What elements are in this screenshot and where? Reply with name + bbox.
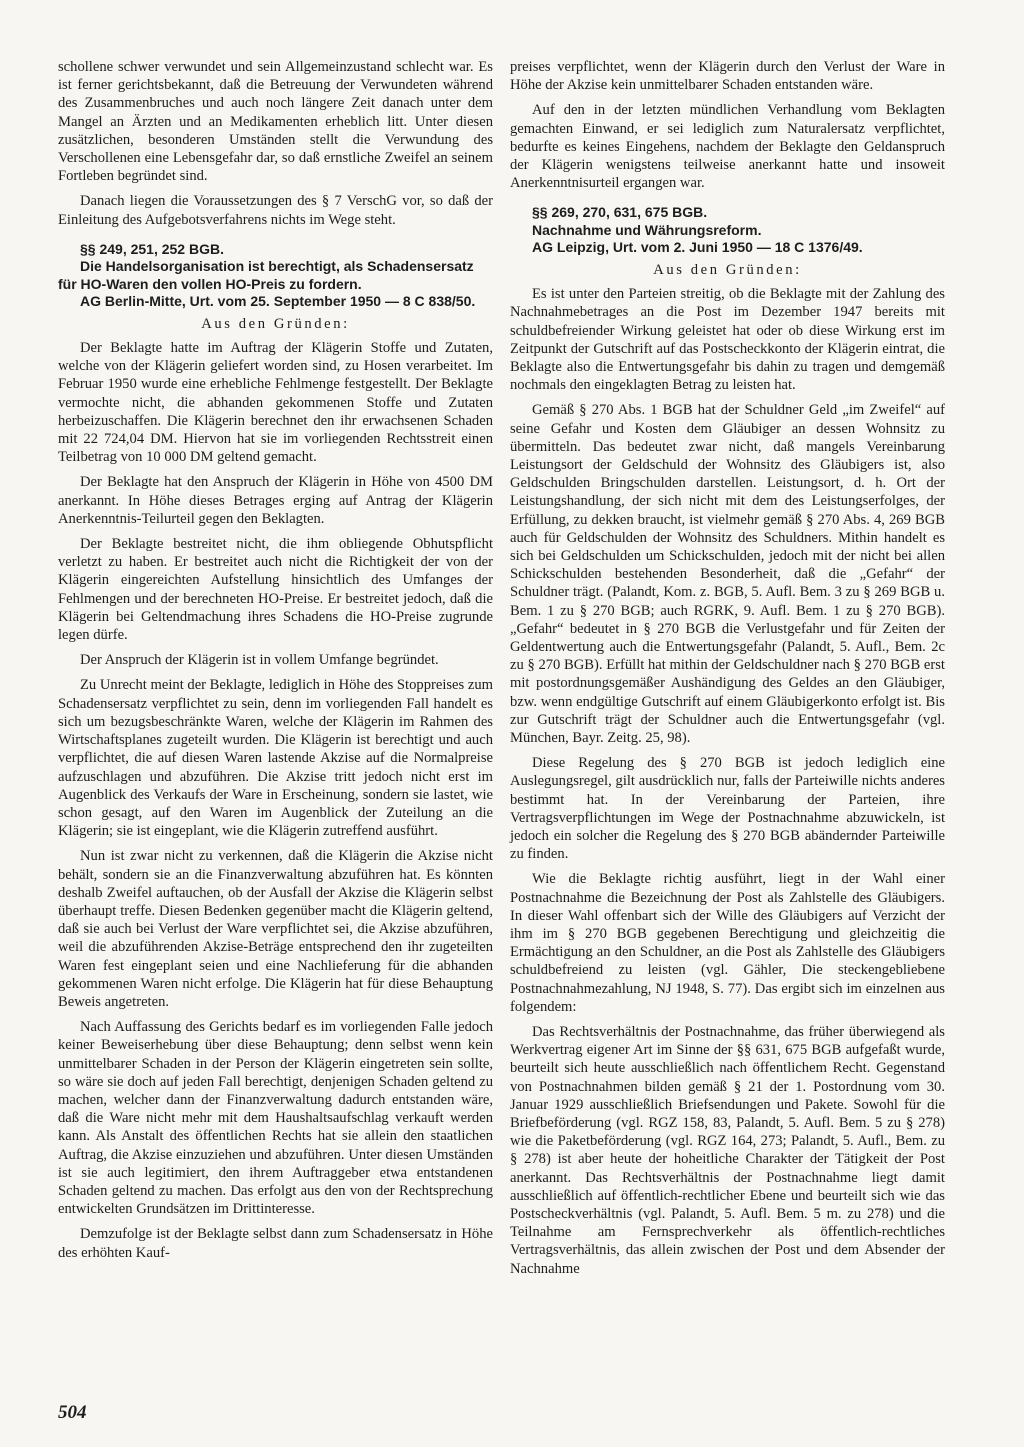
left-paragraph: Der Beklagte bestreitet nicht, die ihm obliegende Obhutspflicht verletzt zu haben. Er bestreitet auch nicht die Richtigkeit der von der Klägerin eingereichten Aufstellung hinsichtlich des Umfanges der Fehlmengen und der berechneten HO-Preise. Er bestreitet jedoch, daß die Klägerin bei Geltendmachung ihres Schadens die HO-Preise zugrunde legen dürfe. — [58, 536, 493, 644]
right-paragraph: Wie die Beklagte richtig ausführt, liegt in der Wahl einer Postnachnahme die Bezeichnung der Post als Zahlstelle des Gläubigers. In dieser Wahl offenbart sich der Wille des Gläubigers auf Verzicht der ihm im § 270 BGB gegebenen Berechtigung und gleichzeitig die Ermächtigung an den Schuldner, an die Post als Zahlstelle des Gläubigers schuldbefreiend zu leisten (vgl. Gähler, Die steckengebliebene Postnachnahmezahlung, NJ 1948, S. 77). Das ergibt sich im einzelnen aus folgendem: — [510, 871, 945, 1015]
right-paragraph: Das Rechtsverhältnis der Postnachnahme, das früher überwiegend als Werkvertrag eigener Art im Sinne der §§ 631, 675 BGB aufgefaßt wurde, beurteilt sich heute ausschließlich nach öffentlichem Recht. Gegenstand von Postnachnahmen bilden gemäß § 21 der 1. Postordnung vom 30. Januar 1929 ausschließlich Briefsendungen und Pakete. Sowohl für die Briefbeförderung (vgl. RGZ 158, 83, Palandt, 5. Aufl. Bem. 5 zu § 278) wie die Paketbeförderung (vgl. RGZ 164, 273; Palandt, 5. Aufl., Bem. zu § 278) ist aber heute der hoheitliche Charakter der Tätigkeit der Post anerkannt. Das Rechtsverhältnis der Postnachnahme liegt damit ausschließlich auf öffentlich-rechtlicher Ebene und beurteilt sich wie das Postscheckverhältnis (vgl. Palandt, 5. Aufl. Bem. 5 m. zu 278) und die Teilnahme am Fernsprechverkehr als öffentlich-rechtliches Vertragsverhältnis, das allein zwischen der Post und dem Absender der Nachnahme — [510, 1024, 945, 1277]
left-paragraph: Der Beklagte hat den Anspruch der Klägerin in Höhe von 4500 DM anerkannt. In Höhe dieses Betrages erging auf Antrag der Klägerin Anerkenntnis-Teilurteil gegen den Beklagten. — [58, 474, 493, 527]
case-heading-reference: AG Berlin-Mitte, Urt. vom 25. September 1950 — 8 C 838/50. — [80, 293, 476, 310]
right-paragraph: Es ist unter den Parteien streitig, ob die Beklagte mit der Zahlung des Nachnahmebetrages an die Post im Dezember 1947 bereits mit schuldbefreiender Wirkung geleistet hat oder ob diese Wirkung erst im Zeitpunkt der Gutschrift auf das Postscheckkonto der Klägerin eintrat, die Beklagte also die Entwertungsgefahr bis dahin zu tragen und demgemäß nochmals den eingeklagten Betrag zu leisten hat. — [510, 286, 945, 394]
right-intro-paragraph-1: preises verpflichtet, wenn der Klägerin durch den Verlust der Ware in Höhe der Akzise kein unmittelbarer Schaden entstanden wäre. — [510, 59, 945, 94]
case-heading-title: Die Handelsorganisation ist berechtigt, als Schadensersatz für HO-Waren den vollen HO-Preis zu fordern. — [58, 258, 474, 292]
left-paragraph: Nach Auffassung des Gerichts bedarf es im vorliegenden Falle jedoch keiner Beweiserhebung über diese Behauptung; denn selbst wenn kein unmittelbarer Schaden in der Person der Klägerin eingetreten sein sollte, so wäre sie doch auf jeden Fall berechtigt, denjenigen Schaden geltend zu machen, welcher dann der Finanzverwaltung dadurch entstanden wäre, daß die Ware nicht mehr mit dem Haushaltsaufschlag verkauft werden kann. Als Anstalt des öffentlichen Rechts hat sie allein den staatlichen Auftrag, die Akzise einzuziehen und abzuführen. Unter diesen Umständen ist sie auch legitimiert, den ihrem Auftraggeber etwa entstandenen Schaden geltend zu machen. Das erfolgt aus den von der Rechtsprechung entwickelten Grundsätzen im Drittinteresse. — [58, 1019, 493, 1218]
right-intro-paragraph-2: Auf den in der letzten mündlichen Verhandlung vom Beklagten gemachten Einwand, er sei lediglich zum Naturalersatz verpflichtet, bedurfte es keines Eingehens, nachdem der Beklagte den Geldanspruch der Klägerin wenigstens teilweise anerkannt hatte und insoweit Anerkenntnisurteil ergangen war. — [510, 102, 945, 192]
left-paragraph: Der Beklagte hatte im Auftrag der Klägerin Stoffe und Zutaten, welche von der Klägerin geliefert worden sind, zu Hosen verarbeitet. Im Februar 1950 wurde eine erhebliche Fehlmenge festgestellt. Der Beklagte vermochte nicht, die abhanden gekommenen Stoffe und Zutaten herbeizuschaffen. Die Klägerin berechnet den ihr erwachsenen Schaden mit 22 724,04 DM. Hiervon hat sie im vorliegenden Rechtsstreit einen Teilbetrag von 10 000 DM geltend gemacht. — [58, 340, 493, 466]
case-heading-statutes: §§ 269, 270, 631, 675 BGB. — [532, 204, 708, 221]
left-paragraph: Zu Unrecht meint der Beklagte, lediglich in Höhe des Stoppreises zum Schadensersatz verpflichtet zu sein, denn im vorliegenden Fall handelt es sich um bezugsbeschränkte Waren, welche der Klägerin im Rahmen des Wirtschaftsplanes zugeteilt wurden. Die Klägerin ist berechtigt und auch verpflichtet, die auf diesen Waren lastende Akzise auf die Normalpreise aufzuschlagen und abzuführen. Die Akzise tritt jedoch nicht erst im Augenblick des Verkaufs der Ware in Erscheinung, sondern sie lastet, wie schon gesagt, auf den Waren im Augenblick der Zuteilung an die Klägerin; sie ist eingeplant, wie die Klägerin zutreffend ausführt. — [58, 677, 493, 840]
right-paragraph: Diese Regelung des § 270 BGB ist jedoch lediglich eine Auslegungsregel, gilt ausdrücklich nur, falls der Parteiwille nichts anderes bestimmt hat. In der Vereinbarung der Parteien, ihre Vertragsverpflichtungen im Wege der Postnachnahme abzuwickeln, ist jedoch ein solcher die Regelung des § 270 BGB abändernder Parteiwille zu finden. — [510, 755, 945, 863]
reasons-label: Aus den Gründen: — [201, 315, 350, 332]
right-paragraph: Gemäß § 270 Abs. 1 BGB hat der Schuldner Geld „im Zweifel“ auf seine Gefahr und Kosten dem Gläubiger an dessen Wohnsitz zu übermitteln. Das bedeutet zwar nicht, daß mangels Vereinbarung Leistungsort der Geldschuld der Wohnsitz des Gläubigers ist, also Geldschulden Bringschulden darstellen. Leistungsort, d. h. Ort der Leistungshandlung, der sich nicht mit dem des Leistungserfolges, der Erfüllung, zu dekken braucht, ist vielmehr gemäß § 270 Abs. 4, 269 BGB auch für Geldschulden der Wohnsitz des Schuldners. Mithin handelt es sich bei Geldschulden um Schickschulden, jedoch mit der nicht bei allen Schickschulden bestehenden Besonderheit, daß die „Gefahr“ der Schuldner trägt. (Palandt, Kom. z. BGB, 5. Aufl. Bem. 3 zu § 269 BGB u. Bem. 1 zu § 270 BGB; auch RGRK, 9. Aufl. Bem. 1 zu § 270 BGB). „Gefahr“ bedeutet in § 270 BGB die Verlustgefahr und für Zeiten der Geldentwertung auch die Entwertungsgefahr (Palandt, 5. Aufl., Bem. 2c zu § 270 BGB). Erfüllt hat mithin der Geldschuldner nach § 270 BGB erst mit postordnungsgemäßer Aushändigung des Geldes an den Gläubiger, bzw. wenn endgültige Gutschrift auf einem Gläubigerkonto erfolgt ist. Bis zur Gutschrift trägt der Schuldner auch die Entwertungsgefahr (vgl. München, Bayr. Zeitg. 25, 98). — [510, 402, 945, 746]
left-paragraph: Der Anspruch der Klägerin ist in vollem Umfange begründet. — [80, 652, 439, 669]
case-heading-title: Nachnahme und Währungsreform. — [532, 221, 762, 238]
left-paragraph: Nun ist zwar nicht zu verkennen, daß die Klägerin die Akzise nicht behält, sondern sie an die Finanzverwaltung abzuführen hat. Es könnten deshalb Zweifel auftauchen, ob der Ausfall der Akzise die Klägerin selbst überhaupt treffe. Diesen Bedenken gegenüber macht die Klägerin geltend, daß sie auch bei Verlust der Ware verpflichtet sei, die Akzise abzuführen, weil die abzuführenden Akzise-Beträge entsprechend den ihr zugeteilten Waren fest eingeplant seien und eine Nachlieferung für die abhanden gekommenen Waren nicht erfolge. Die Klägerin hat für diese Behauptung Beweis angetreten. — [58, 848, 493, 1010]
reasons-label: Aus den Gründen: — [653, 261, 802, 278]
left-column — [58, 58, 493, 1269]
page-number: 504 — [58, 1402, 87, 1423]
left-paragraph: Demzufolge ist der Beklagte selbst dann zum Schadensersatz in Höhe des erhöhten Kauf- — [58, 1226, 493, 1261]
case-heading-reference: AG Leipzig, Urt. vom 2. Juni 1950 — 18 C 1376/49. — [532, 239, 863, 256]
left-intro-paragraph-2: Danach liegen die Voraussetzungen des § 7 VerschG vor, so daß der Einleitung des Aufgebotsverfahrens nichts im Wege steht. — [58, 193, 493, 228]
case-heading-statutes: §§ 249, 251, 252 BGB. — [80, 240, 224, 257]
left-intro-paragraph-1: schollene schwer verwundet und sein Allgemeinzustand schlecht war. Es ist ferner gerichtsbekannt, daß die Betreuung der Verwundeten während des Zusammenbruches und auch noch längere Zeit danach unter dem Mangel an Ärzten und an Medikamenten erheblich litt. Unter diesen zusätzlichen, besonderen Umständen stellt die Verwundung des Verschollenen eine Lebensgefahr dar, so daß ernstliche Zweifel an seinem Fortleben begründet sind. — [58, 59, 493, 185]
right-column — [510, 58, 945, 1285]
